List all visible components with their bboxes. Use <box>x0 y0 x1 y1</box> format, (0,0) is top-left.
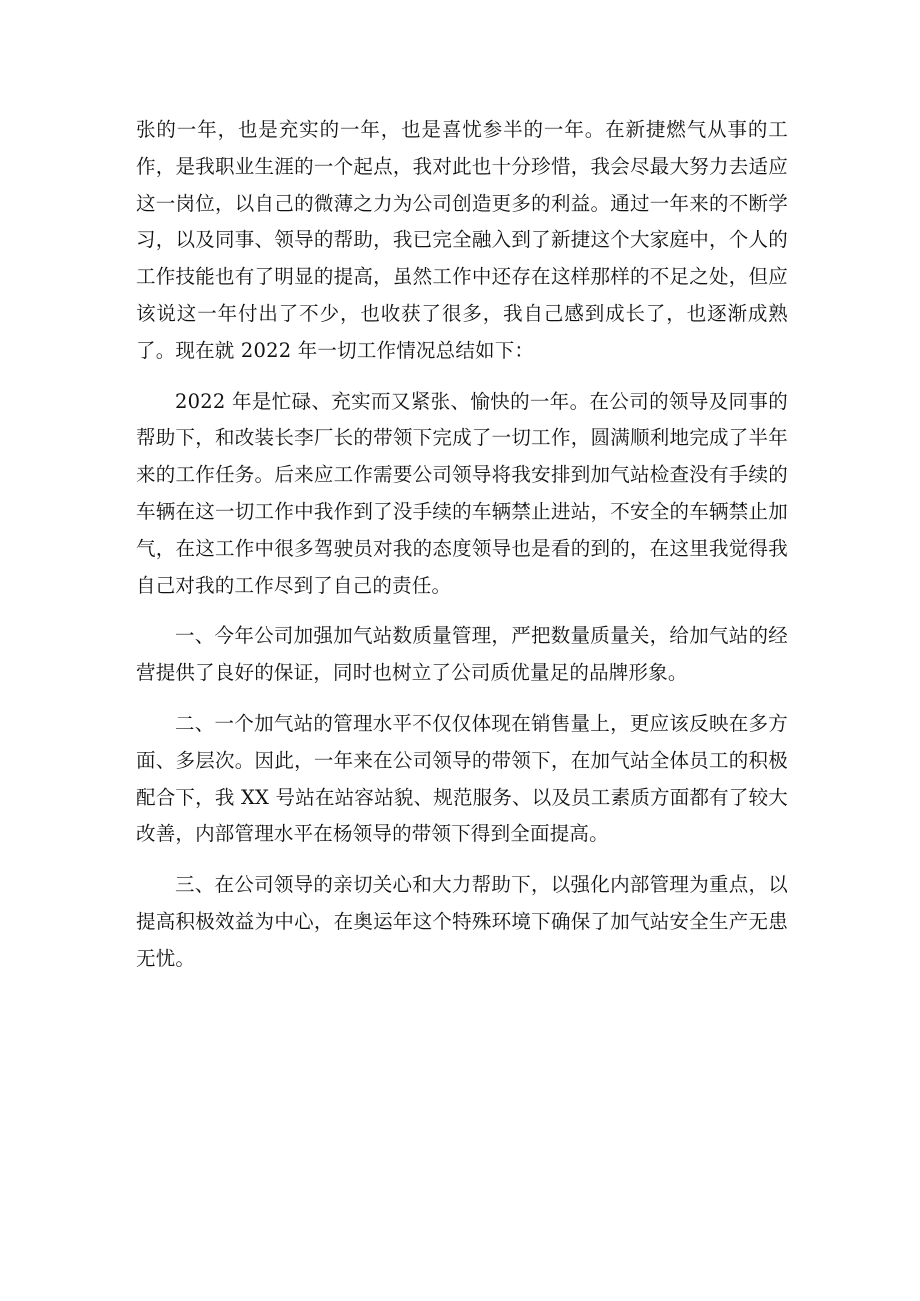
paragraph-point-3: 三、在公司领导的亲切关心和大力帮助下，以强化内部管理为重点，以提高积极效益为中心，在奥运年这个特殊环境下确保了加气站安全生产无患无忧。 <box>136 873 788 970</box>
paragraph-point-1: 一、今年公司加强加气站数质量管理，严把数量质量关，给加气站的经营提供了良好的保证，同时也树立了公司质优量足的品牌形象。 <box>136 624 788 685</box>
paragraph-continuation: 张的一年，也是充实的一年，也是喜忧参半的一年。在新捷燃气从事的工作，是我职业生涯的一个起点，我对此也十分珍惜，我会尽最大努力去适应这一岗位，以自己的微薄之力为公司创造更多的利益。通过一年来的不断学习，以及同事、领导的帮助，我已完全融入到了新捷这个大家庭中，个人的工作技能也有了明显的提高，虽然工作中还存在这样那样的不足之处，但应该说这一年付出了不少，也收获了很多，我自己感到成长了，也逐渐成熟了。现在就 2022 年一切工作情况总结如下： <box>136 118 788 362</box>
paragraph-point-2: 二、一个加气站的管理水平不仅仅体现在销售量上，更应该反映在多方面、多层次。因此，一年来在公司领导的带领下，在加气站全体员工的积极配合下，我 XX 号站在站容站貌、规范服务、以及员工素质方面都有了较大改善，内部管理水平在杨领导的带领下得到全面提高。 <box>136 711 788 846</box>
paragraph-2022-summary: 2022 年是忙碌、充实而又紧张、愉快的一年。在公司的领导及同事的帮助下，和改装长李厂长的带领下完成了一切工作，圆满顺利地完成了半年来的工作任务。后来应工作需要公司领导将我安排到加气站检查没有手续的车辆在这一切工作中我作到了没手续的车辆禁止进站，不安全的车辆禁止加气，在这工作中很多驾驶员对我的态度领导也是看的到的，在这里我觉得我自己对我的工作尽到了自己的责任。 <box>136 389 788 597</box>
